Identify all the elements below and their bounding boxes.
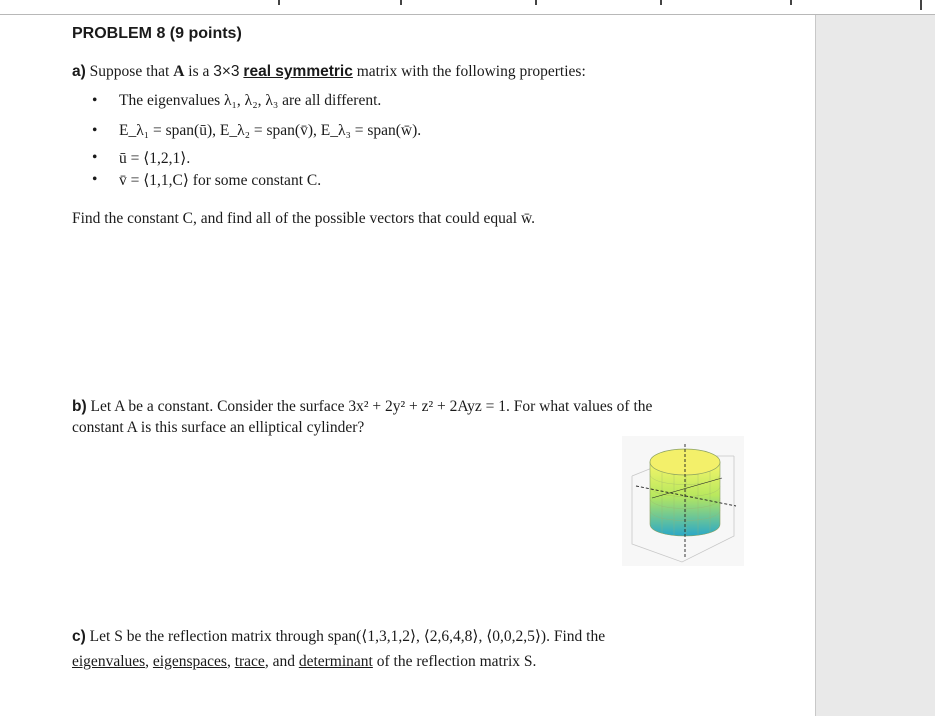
part-a-question: Find the constant C, and find all of the possible vectors that could equal w̄. [72,210,536,227]
term-eigenvalues: eigenvalues [72,653,146,670]
term-trace: trace [234,653,265,670]
problem-title: PROBLEM 8 (9 points) [72,25,242,42]
ruler-tick [920,0,922,10]
ruler-tick [278,0,280,5]
term-eigenspaces: eigenspaces [152,653,227,670]
part-c-line2: eigenvalues, eigenspaces, trace, and determinant of the reflection matrix S. [72,653,537,670]
elliptical-cylinder-plot [622,436,744,566]
part-b-line1: b) Let A be a constant. Consider the surface 3x² + 2y² + z² + 2Ayz = 1. For what values of the [72,398,653,415]
top-ruler [0,0,935,15]
real-symmetric-term: real symmetric [243,63,353,80]
part-b-line2: constant A is this surface an elliptical cylinder? [72,419,365,436]
part-c-line1: c) Let S be the reflection matrix through span(⟨1,3,1,2⟩, ⟨2,6,4,8⟩, ⟨0,0,2,5⟩). Find the [72,628,606,645]
ruler-tick [660,0,662,5]
cylinder-plot-svg [622,436,744,566]
part-a-intro: a) Suppose that A is a 3×3 real symmetric matrix with the following properties: [72,63,586,80]
right-sidebar [816,15,935,716]
ruler-tick [535,0,537,5]
document-page [0,15,816,716]
ruler-tick [790,0,792,5]
term-determinant: determinant [298,653,373,670]
ruler-tick [400,0,402,5]
